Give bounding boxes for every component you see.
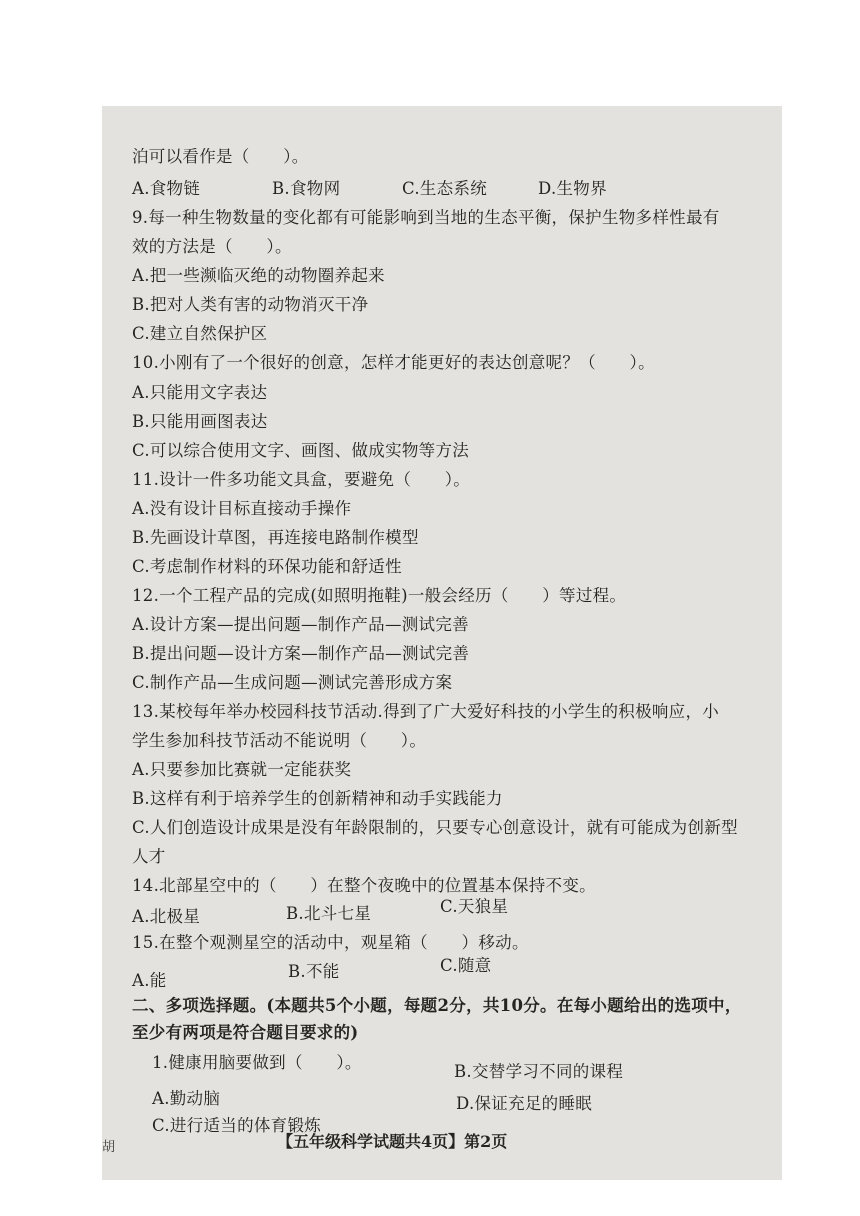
q15-option-c: C.随意 bbox=[440, 956, 492, 975]
page-footer: 【五年级科学试题共4页】第2页 bbox=[277, 1132, 508, 1151]
q13-option-b: B.这样有利于培养学生的创新精神和动手实践能力 bbox=[132, 789, 503, 808]
q11-stem: 11.设计一件多功能文具盒，要避免（ ）。 bbox=[132, 470, 471, 489]
edge-character: 胡 bbox=[102, 1140, 116, 1155]
q8-option-c: C.生态系统 bbox=[402, 179, 488, 198]
mq1-option-a: A.勤动脑 bbox=[152, 1089, 221, 1108]
q8-continuation: 泊可以看作是（ ）。 bbox=[132, 147, 309, 166]
section2-heading-line2: 至少有两项是符合题目要求的) bbox=[132, 1023, 359, 1042]
q8-option-d: D.生物界 bbox=[538, 179, 607, 198]
q10-option-b: B.只能用画图表达 bbox=[132, 412, 268, 431]
q11-option-a: A.没有设计目标直接动手操作 bbox=[132, 499, 352, 518]
q15-option-b: B.不能 bbox=[288, 962, 340, 981]
q10-option-c: C.可以综合使用文字、画图、做成实物等方法 bbox=[132, 441, 470, 460]
q10-option-a: A.只能用文字表达 bbox=[132, 383, 268, 402]
q12-stem: 12.一个工程产品的完成(如照明拖鞋)一般会经历（ ）等过程。 bbox=[132, 586, 627, 605]
exam-page bbox=[102, 106, 782, 1180]
q8-option-b: B.食物网 bbox=[272, 179, 341, 198]
q14-option-b: B.北斗七星 bbox=[286, 904, 372, 923]
q15-option-a: A.能 bbox=[132, 971, 167, 990]
q13-option-a: A.只要参加比赛就一定能获奖 bbox=[132, 760, 352, 779]
q10-stem: 10.小刚有了一个很好的创意，怎样才能更好的表达创意呢？（ ）。 bbox=[132, 353, 655, 372]
q13-stem-line2: 学生参加科技节活动不能说明（ ）。 bbox=[132, 731, 427, 750]
q9-option-b: B.把对人类有害的动物消灭干净 bbox=[132, 295, 369, 314]
q12-option-c: C.制作产品—生成问题—测试完善形成方案 bbox=[132, 673, 453, 692]
section2-heading-line1: 二、多项选择题。(本题共5个小题，每题2分，共10分。在每小题给出的选项中， bbox=[132, 996, 742, 1015]
mq1-option-c: C.进行适当的体育锻炼 bbox=[152, 1116, 322, 1135]
q14-option-a: A.北极星 bbox=[132, 907, 201, 926]
q8-option-a: A.食物链 bbox=[132, 179, 201, 198]
q11-option-c: C.考虑制作材料的环保功能和舒适性 bbox=[132, 557, 402, 576]
q13-option-c: C.人们创造设计成果是没有年龄限制的，只要专心创意设计，就有可能成为创新型 bbox=[132, 818, 738, 837]
mq1-option-d: D.保证充足的睡眠 bbox=[456, 1094, 593, 1113]
q9-stem-line2: 效的方法是（ ）。 bbox=[132, 237, 292, 256]
q12-option-b: B.提出问题—设计方案—制作产品—测试完善 bbox=[132, 644, 470, 663]
q11-option-b: B.先画设计草图，再连接电路制作模型 bbox=[132, 528, 419, 547]
q13-option-c-continuation: 人才 bbox=[132, 847, 166, 866]
q14-stem: 14.北部星空中的（ ）在整个夜晚中的位置基本保持不变。 bbox=[132, 876, 596, 895]
q15-stem: 15.在整个观测星空的活动中，观星箱（ ）移动。 bbox=[132, 933, 529, 952]
q9-option-c: C.建立自然保护区 bbox=[132, 324, 268, 343]
q9-option-a: A.把一些濒临灭绝的动物圈养起来 bbox=[132, 266, 385, 285]
q13-stem-line1: 13.某校每年举办校园科技节活动.得到了广大爱好科技的小学生的积极响应，小 bbox=[132, 702, 720, 721]
q14-option-c: C.天狼星 bbox=[440, 897, 509, 916]
mq1-option-b: B.交替学习不同的课程 bbox=[454, 1062, 624, 1081]
mq1-stem: 1.健康用脑要做到（ ）。 bbox=[152, 1053, 362, 1072]
q12-option-a: A.设计方案—提出问题—制作产品—测试完善 bbox=[132, 615, 469, 634]
q9-stem-line1: 9.每一种生物数量的变化都有可能影响到当地的生态平衡，保护生物多样性最有 bbox=[132, 208, 720, 227]
